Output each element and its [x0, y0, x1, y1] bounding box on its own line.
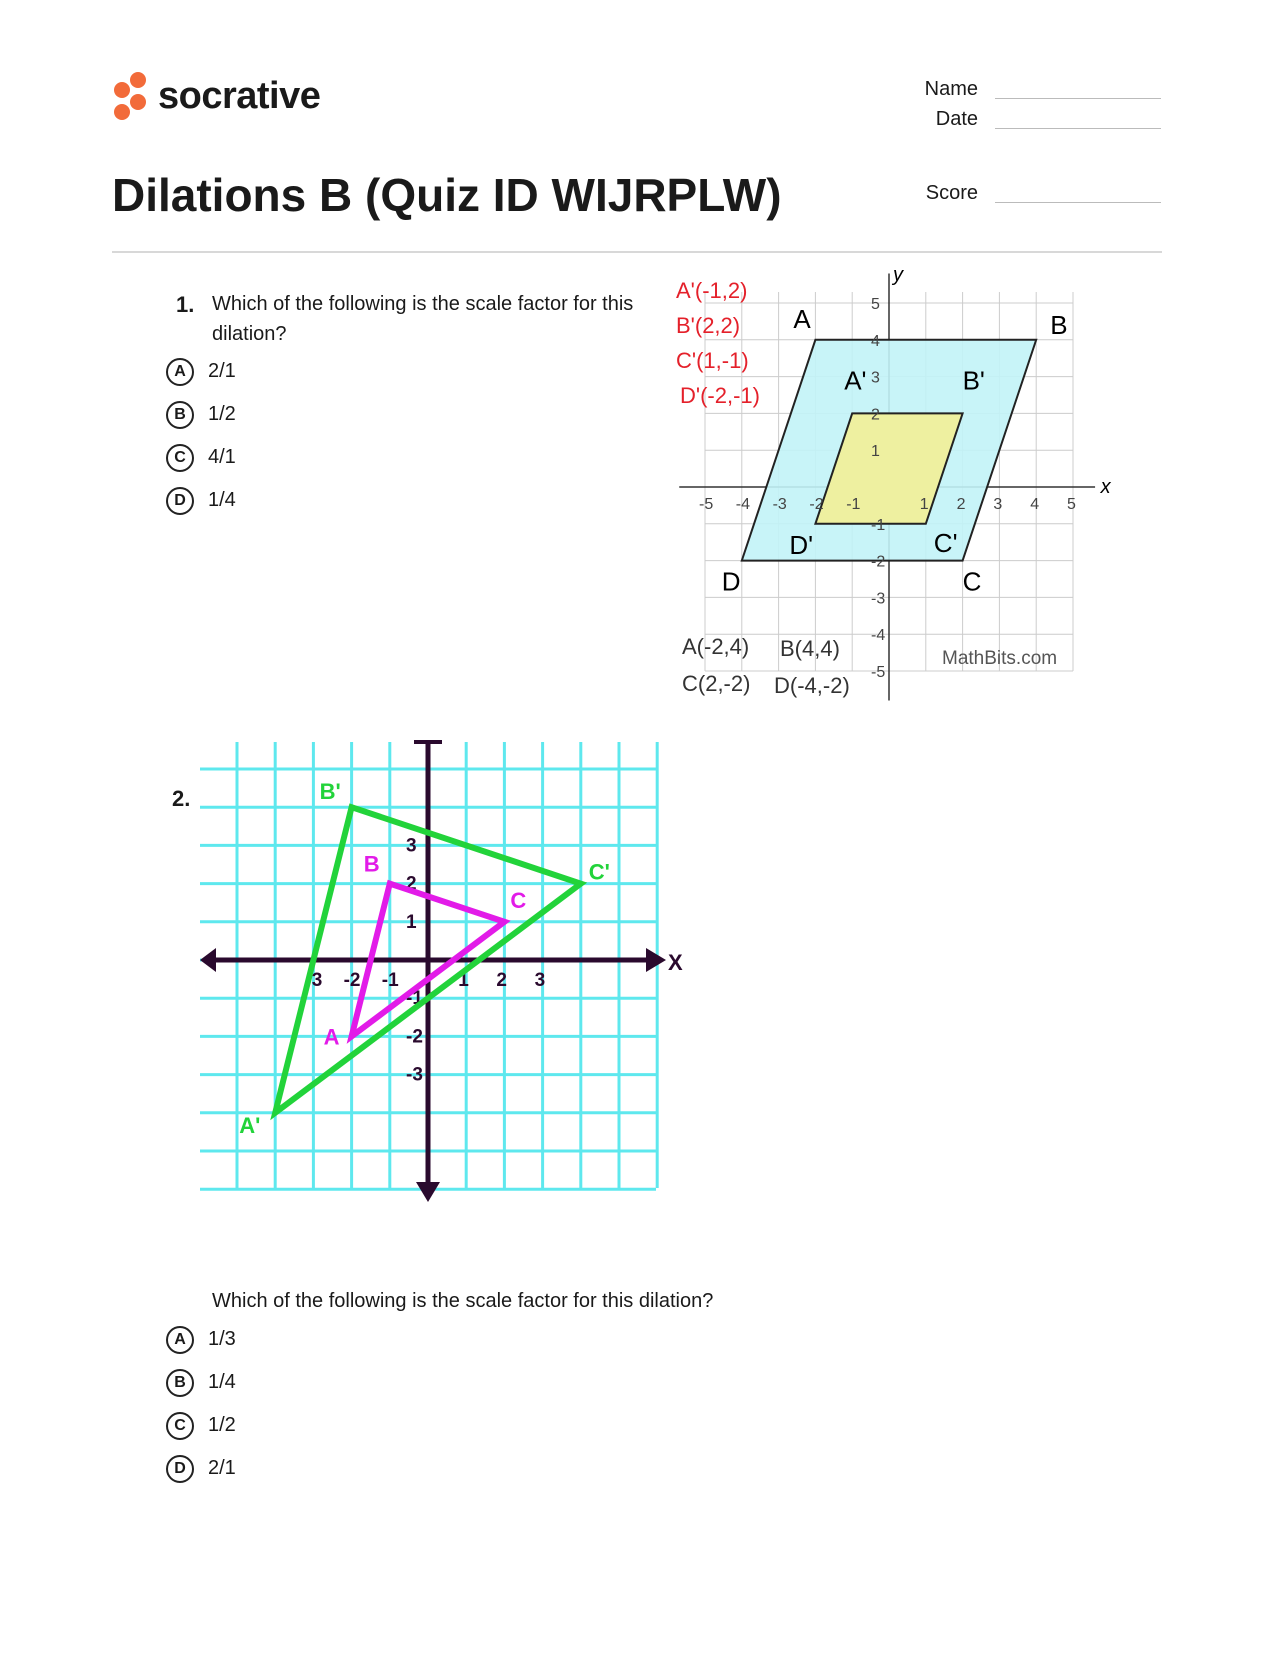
option-text: 1/4: [208, 1371, 236, 1393]
watermark: MathBits.com: [942, 648, 1058, 669]
image-coordinate-label: D'(-2,-1): [680, 383, 760, 408]
option-text: 1/2: [208, 403, 236, 425]
option-b[interactable]: [166, 1361, 236, 1404]
y-tick-label: -3: [871, 590, 886, 608]
option-text: 2/1: [208, 360, 236, 382]
options-q1: [166, 350, 236, 522]
preimage-coordinate-label: D(-4,-2): [774, 673, 850, 698]
socrative-logo: [112, 72, 320, 120]
vertex-label: A: [323, 1024, 340, 1050]
date-label: Date: [935, 108, 978, 130]
y-axis-label: y: [893, 263, 903, 286]
x-axis-label: x: [1100, 476, 1111, 498]
option-text: 2/1: [208, 1457, 236, 1479]
vertex-label: B': [319, 779, 341, 805]
y-tick-label: 2: [406, 873, 417, 895]
vertex-label: C': [933, 527, 958, 558]
y-tick-label: 2: [871, 406, 880, 424]
option-d[interactable]: [166, 479, 236, 522]
y-tick-label: 1: [871, 443, 880, 461]
option-letter: C: [166, 444, 194, 472]
x-tick-label: 1: [919, 496, 929, 513]
triangle-dilation-figure: [200, 770, 720, 1270]
image-coordinate-label: A'(-1,2): [676, 278, 748, 303]
question-text: Which of the following is the scale factor for this dilation?: [212, 293, 634, 345]
y-tick-label: 1: [406, 911, 417, 933]
divider: [112, 251, 1162, 253]
option-text: 4/1: [208, 446, 236, 468]
option-b[interactable]: [166, 393, 236, 436]
x-axis-left-arrow-icon: [200, 948, 216, 972]
x-tick-label: -4: [735, 496, 751, 513]
option-letter: D: [166, 487, 194, 515]
x-tick-label: 4: [1030, 496, 1040, 513]
x-tick-label: 5: [1067, 496, 1076, 513]
y-tick-label: -1: [871, 516, 886, 534]
x-tick-label: 2: [956, 496, 966, 513]
vertex-label: B': [962, 365, 985, 396]
image-coordinate-label: C'(1,-1): [676, 348, 749, 373]
option-letter: B: [166, 401, 194, 429]
x-tick-label: -2: [343, 970, 361, 991]
vertex-label: B: [1050, 309, 1068, 340]
vertex-label: C': [588, 859, 610, 885]
option-a[interactable]: [166, 350, 236, 393]
vertex-label: D: [721, 566, 741, 597]
option-a[interactable]: [166, 1318, 236, 1361]
x-axis-label: X: [668, 950, 683, 975]
option-text: 1/2: [208, 1414, 236, 1436]
x-tick-label: -1: [381, 970, 399, 991]
option-text: 1/3: [208, 1328, 236, 1350]
y-tick-label: -2: [406, 1026, 423, 1048]
x-tick-label: 1: [458, 970, 469, 991]
x-tick-label: 2: [496, 970, 507, 991]
option-c[interactable]: [166, 436, 236, 479]
option-letter: B: [166, 1369, 194, 1397]
x-tick-label: -1: [846, 496, 861, 513]
parallelogram-dilation-figure: [676, 263, 1170, 740]
option-c[interactable]: [166, 1404, 236, 1447]
score-line[interactable]: [995, 202, 1161, 203]
x-tick-label: -2: [809, 496, 824, 513]
option-letter: A: [166, 358, 194, 386]
name-line[interactable]: [995, 98, 1161, 99]
logo-hexagons-icon: [112, 72, 148, 120]
preimage-coordinate-label: A(-2,4): [682, 634, 750, 659]
option-letter: C: [166, 1412, 194, 1440]
y-tick-label: 3: [871, 369, 880, 387]
vertex-label: B: [363, 851, 380, 877]
vertex-label: A': [844, 365, 867, 396]
y-tick-label: 3: [406, 835, 417, 857]
image-coordinate-label: B'(2,2): [676, 313, 741, 338]
y-tick-label: 4: [871, 332, 880, 350]
x-tick-label: 3: [993, 496, 1003, 513]
y-tick-label: -4: [871, 627, 886, 645]
option-letter: A: [166, 1326, 194, 1354]
x-tick-label: -3: [305, 970, 323, 991]
preimage-coordinate-label: C(2,-2): [682, 671, 751, 696]
option-text: 1/4: [208, 489, 236, 511]
question-number: 1.: [176, 292, 195, 317]
option-d[interactable]: [166, 1447, 236, 1490]
brand-name: socrative: [158, 74, 321, 117]
y-tick-label: -5: [871, 664, 886, 681]
y-tick-label: -3: [406, 1064, 423, 1086]
name-label: Name: [924, 78, 978, 100]
y-axis-down-arrow-icon: [416, 1182, 440, 1202]
date-line[interactable]: [995, 128, 1161, 129]
x-tick-label: -5: [699, 496, 714, 513]
y-tick-label: 5: [871, 296, 880, 313]
vertex-label: A': [239, 1112, 261, 1138]
vertex-label: A: [793, 303, 811, 334]
vertex-label: D': [789, 529, 814, 560]
score-label: Score: [925, 182, 978, 204]
x-tick-label: 3: [534, 970, 546, 991]
vertex-label: C: [962, 566, 982, 597]
options-q2: [166, 1318, 236, 1490]
preimage-coordinate-label: B(4,4): [780, 636, 840, 661]
vertex-label: C: [510, 887, 527, 913]
y-tick-label: -2: [871, 553, 886, 571]
option-letter: D: [166, 1455, 194, 1483]
y-tick-label: -1: [406, 988, 423, 1010]
page-title: Dilations B (Quiz ID WIJRPLW): [112, 169, 782, 221]
question-text: Which of the following is the scale factor for this dilation?: [212, 1290, 714, 1312]
question-number: 2.: [172, 786, 191, 811]
x-tick-label: -3: [772, 496, 787, 513]
